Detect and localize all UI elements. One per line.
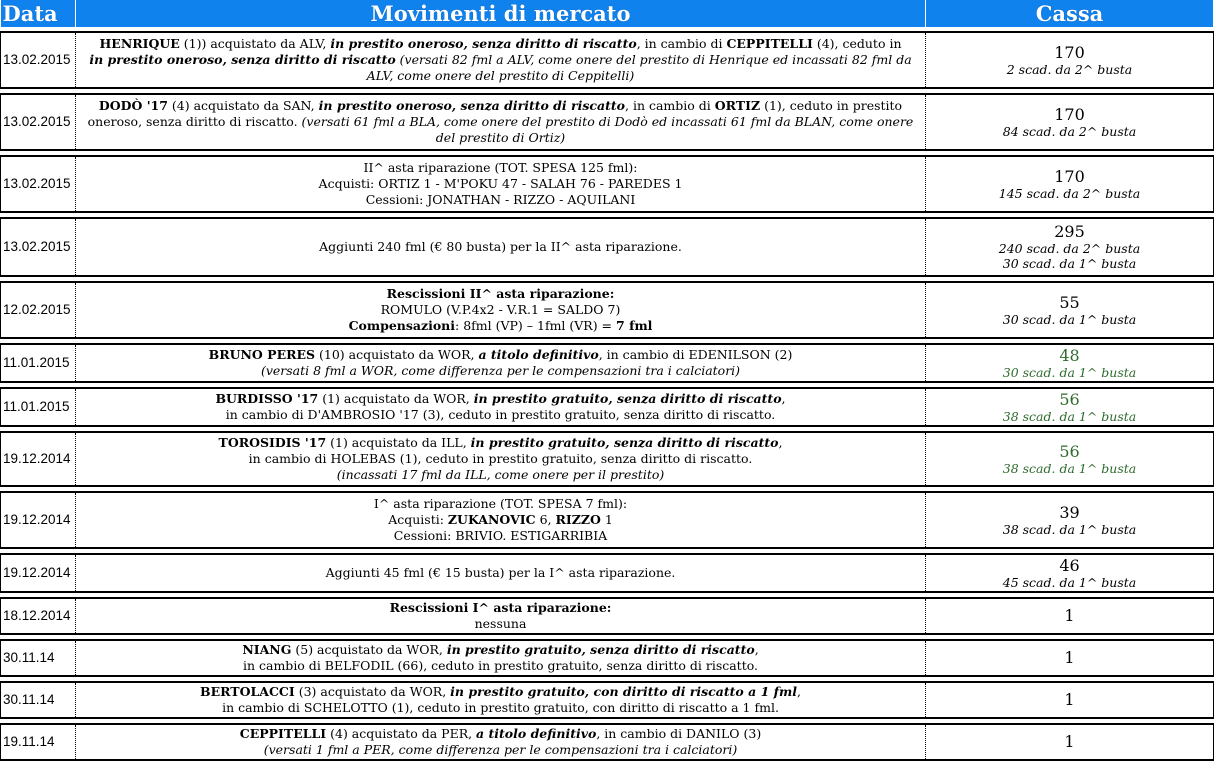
loan-type: a titolo definitivo xyxy=(478,347,599,362)
cash-note: 45 scad. da 1^ busta xyxy=(1002,574,1137,590)
row-cash xyxy=(926,32,1214,88)
row-date: 11.01.2015 xyxy=(1,388,76,426)
movement-text: (1) acquistato da ILL, xyxy=(326,435,471,450)
row-date: 30.11.14 xyxy=(1,682,76,718)
movement-text: , xyxy=(796,684,801,699)
loan-type: in prestito gratuito, senza diritto di riscatto xyxy=(446,642,755,657)
row-cash xyxy=(926,388,1214,426)
table-row xyxy=(1,682,1214,718)
row-date: 19.12.2014 xyxy=(1,432,76,486)
row-cash xyxy=(926,598,1214,634)
movement-note: del prestito di Ortiz) xyxy=(435,130,566,145)
header-cash: Cassa xyxy=(926,0,1214,27)
row-date: 13.02.2015 xyxy=(1,94,76,150)
row-cash xyxy=(926,218,1214,276)
movement-text: , in cambio di xyxy=(636,36,727,51)
movement-line xyxy=(78,347,923,363)
table-row xyxy=(1,344,1214,382)
movement-line xyxy=(78,391,923,407)
loan-type: in prestito gratuito, senza diritto di riscatto xyxy=(470,435,779,450)
cash-amount: 170 xyxy=(1054,42,1085,62)
movement-text: (1), ceduto in prestito xyxy=(760,98,903,113)
movement-text: , xyxy=(781,391,786,406)
movement-text: 6, xyxy=(535,512,556,527)
row-date: 11.01.2015 xyxy=(1,344,76,382)
cash-note: 84 scad. da 2^ busta xyxy=(1002,123,1137,139)
cash-amount: 1 xyxy=(1064,606,1075,625)
table-row xyxy=(1,218,1214,276)
movement-text: (1) acquistato da WOR, xyxy=(318,391,474,406)
movement-title: Rescissioni I^ asta riparazione: xyxy=(389,600,612,615)
table-row xyxy=(1,282,1214,338)
cash-note: 240 scad. da 2^ busta xyxy=(998,241,1141,256)
table-row xyxy=(1,554,1214,592)
row-date: 19.11.14 xyxy=(1,724,76,760)
row-cash xyxy=(926,156,1214,212)
movement-total: 7 fml xyxy=(616,318,653,333)
player-name: BERTOLACCI xyxy=(200,684,295,699)
movement-line xyxy=(78,512,923,528)
movement-line: in cambio di D'AMBROSIO '17 (3), ceduto in prestito gratuito, senza diritto di riscatto. xyxy=(225,407,776,422)
cash-amount: 1 xyxy=(1064,732,1075,751)
loan-type: a titolo definitivo xyxy=(476,726,597,741)
cash-amount: 1 xyxy=(1064,648,1075,667)
cash-amount: 46 xyxy=(1059,555,1080,575)
player-name: ZUKANOVIC xyxy=(447,512,536,527)
cash-amount: 1 xyxy=(1064,690,1075,709)
movement-line: Cessioni: BRIVIO. ESTIGARRIBIA xyxy=(393,528,608,543)
loan-type: in prestito oneroso, senza diritto di riscatto xyxy=(318,98,625,113)
movement-line xyxy=(78,726,923,742)
row-movement xyxy=(76,598,926,634)
table-row xyxy=(1,156,1214,212)
row-cash xyxy=(926,724,1214,760)
movement-note: (versati 82 fml a ALV, come onere del prestito di Henrique ed incassati 82 fml da xyxy=(395,52,912,67)
row-cash xyxy=(926,282,1214,338)
row-movement xyxy=(76,682,926,718)
movement-line xyxy=(78,318,923,334)
row-date: 18.12.2014 xyxy=(1,598,76,634)
row-date: 13.02.2015 xyxy=(1,218,76,276)
movement-line xyxy=(78,52,923,68)
table-row xyxy=(1,388,1214,426)
row-movement xyxy=(76,640,926,676)
movement-line xyxy=(78,435,923,451)
movement-note: (versati 61 fml a BLA, come onere del prestito di Dodò ed incassati 61 fml da BLAN, come onere xyxy=(301,114,914,129)
movement-text: (3) acquistato da WOR, xyxy=(294,684,451,699)
movement-text: : 8fml (VP) – 1fml (VR) = xyxy=(455,318,617,333)
table-row xyxy=(1,432,1214,486)
movement-text: Acquisti: xyxy=(388,512,448,527)
movement-line xyxy=(78,98,923,114)
movement-text: , in cambio di DANILO (3) xyxy=(596,726,762,741)
table-row xyxy=(1,598,1214,634)
player-name: TOROSIDIS '17 xyxy=(218,435,327,450)
movement-text: (5) acquistato da WOR, xyxy=(291,642,447,657)
row-movement xyxy=(76,492,926,548)
header-row xyxy=(1,0,1214,27)
row-movement xyxy=(76,554,926,592)
cash-note: 38 scad. da 1^ busta xyxy=(1002,408,1137,424)
cash-amount: 56 xyxy=(1059,441,1080,461)
movement-text: (10) acquistato da WOR, xyxy=(315,347,479,362)
cash-amount: 170 xyxy=(1054,166,1085,186)
movement-line xyxy=(78,114,923,130)
cash-amount: 56 xyxy=(1059,389,1080,409)
row-movement xyxy=(76,218,926,276)
movement-text: (4) acquistato da SAN, xyxy=(167,98,319,113)
player-name: BRUNO PERES xyxy=(208,347,316,362)
row-movement xyxy=(76,344,926,382)
player-name: ORTIZ xyxy=(714,98,761,113)
header-date: Data xyxy=(1,0,76,27)
row-movement xyxy=(76,724,926,760)
loan-type: in prestito oneroso, senza diritto di riscatto xyxy=(89,52,396,67)
movement-line: ROMULO (V.P.4x2 - V.R.1 = SALDO 7) xyxy=(380,302,621,317)
row-cash xyxy=(926,344,1214,382)
loan-type: in prestito oneroso, senza diritto di riscatto xyxy=(330,36,637,51)
cash-amount: 39 xyxy=(1059,502,1080,522)
cash-note: 30 scad. da 1^ busta xyxy=(1002,256,1137,271)
row-movement xyxy=(76,94,926,150)
player-name: DODÒ '17 xyxy=(98,98,168,113)
movement-line: Aggiunti 240 fml (€ 80 busta) per la II^ asta riparazione. xyxy=(319,239,682,254)
row-movement xyxy=(76,388,926,426)
header-moves: Movimenti di mercato xyxy=(76,0,926,27)
cash-amount: 295 xyxy=(1054,222,1085,241)
table-row xyxy=(1,492,1214,548)
movement-line: Aggiunti 45 fml (€ 15 busta) per la I^ asta riparazione. xyxy=(325,565,676,580)
cash-note: 30 scad. da 1^ busta xyxy=(1002,311,1137,327)
player-name: CEPPITELLI xyxy=(239,726,327,741)
movement-note: (incassati 17 fml da ILL, come onere per il prestito) xyxy=(336,467,665,482)
row-cash xyxy=(926,554,1214,592)
row-cash xyxy=(926,682,1214,718)
movement-note: ALV, come onere del prestito di Ceppitelli) xyxy=(366,68,635,83)
movement-line: I^ asta riparazione (TOT. SPESA 7 fml): xyxy=(373,496,628,511)
movement-text: 1 xyxy=(600,512,613,527)
movement-line: in cambio di HOLEBAS (1), ceduto in prestito gratuito, senza diritto di riscatto. xyxy=(248,451,753,466)
cash-note: 2 scad. da 2^ busta xyxy=(1006,61,1133,77)
movement-line: II^ asta riparazione (TOT. SPESA 125 fml): xyxy=(363,160,638,175)
cash-note: 38 scad. da 1^ busta xyxy=(1002,521,1137,537)
row-date: 19.12.2014 xyxy=(1,492,76,548)
movement-text: oneroso, senza diritto di riscatto. xyxy=(87,114,302,129)
row-movement xyxy=(76,156,926,212)
movement-line xyxy=(78,684,923,700)
row-date: 30.11.14 xyxy=(1,640,76,676)
movement-line xyxy=(78,36,923,52)
movement-text: (4) acquistato da PER, xyxy=(326,726,477,741)
movement-label: Compensazioni xyxy=(348,318,456,333)
movement-text: , xyxy=(754,642,759,657)
movement-text: (1)) acquistato da ALV, xyxy=(179,36,331,51)
movement-line: in cambio di SCHELOTTO (1), ceduto in prestito gratuito, con diritto di riscatto a 1 fml. xyxy=(222,700,779,715)
row-movement xyxy=(76,32,926,88)
movement-line: Cessioni: JONATHAN - RIZZO - AQUILANI xyxy=(365,192,636,207)
row-cash xyxy=(926,432,1214,486)
row-date: 19.12.2014 xyxy=(1,554,76,592)
movement-line xyxy=(78,642,923,658)
loan-type: in prestito gratuito, con diritto di riscatto a 1 fml xyxy=(450,684,797,699)
row-cash xyxy=(926,94,1214,150)
movement-text: (4), ceduto in xyxy=(812,36,902,51)
cash-amount: 48 xyxy=(1059,345,1080,365)
cash-note: 30 scad. da 1^ busta xyxy=(1002,364,1137,380)
row-cash xyxy=(926,640,1214,676)
row-cash xyxy=(926,492,1214,548)
movement-text: , in cambio di EDENILSON (2) xyxy=(598,347,793,362)
loan-type: in prestito gratuito, senza diritto di riscatto xyxy=(473,391,782,406)
cash-amount: 170 xyxy=(1054,104,1085,124)
movement-line: Acquisti: ORTIZ 1 - M'POKU 47 - SALAH 76 - PAREDES 1 xyxy=(318,176,683,191)
movement-note: (versati 8 fml a WOR, come differenza per le compensazioni tra i calciatori) xyxy=(260,363,741,378)
player-name: RIZZO xyxy=(555,512,601,527)
player-name: HENRIQUE xyxy=(99,36,180,51)
row-movement xyxy=(76,432,926,486)
movement-line: nessuna xyxy=(474,616,527,631)
table-row xyxy=(1,640,1214,676)
player-name: CEPPITELLI xyxy=(726,36,813,51)
row-movement xyxy=(76,282,926,338)
player-name: BURDISSO '17 xyxy=(215,391,319,406)
row-date: 12.02.2015 xyxy=(1,282,76,338)
movement-note: (versati 1 fml a PER, come differenza per le compensazioni tra i calciatori) xyxy=(263,742,738,757)
movement-title: Rescissioni II^ asta riparazione: xyxy=(386,286,615,301)
cash-note: 38 scad. da 1^ busta xyxy=(1002,460,1137,476)
movement-text: , xyxy=(778,435,783,450)
table-row xyxy=(1,32,1214,88)
table-row xyxy=(1,724,1214,760)
table-row xyxy=(1,94,1214,150)
row-date: 13.02.2015 xyxy=(1,156,76,212)
cash-amount: 55 xyxy=(1059,292,1080,312)
movement-line: in cambio di BELFODIL (66), ceduto in prestito gratuito, senza diritto di riscatto. xyxy=(242,658,759,673)
movement-text: , in cambio di xyxy=(625,98,715,113)
player-name: NIANG xyxy=(242,642,292,657)
row-date: 13.02.2015 xyxy=(1,32,76,88)
cash-note: 145 scad. da 2^ busta xyxy=(998,185,1141,201)
